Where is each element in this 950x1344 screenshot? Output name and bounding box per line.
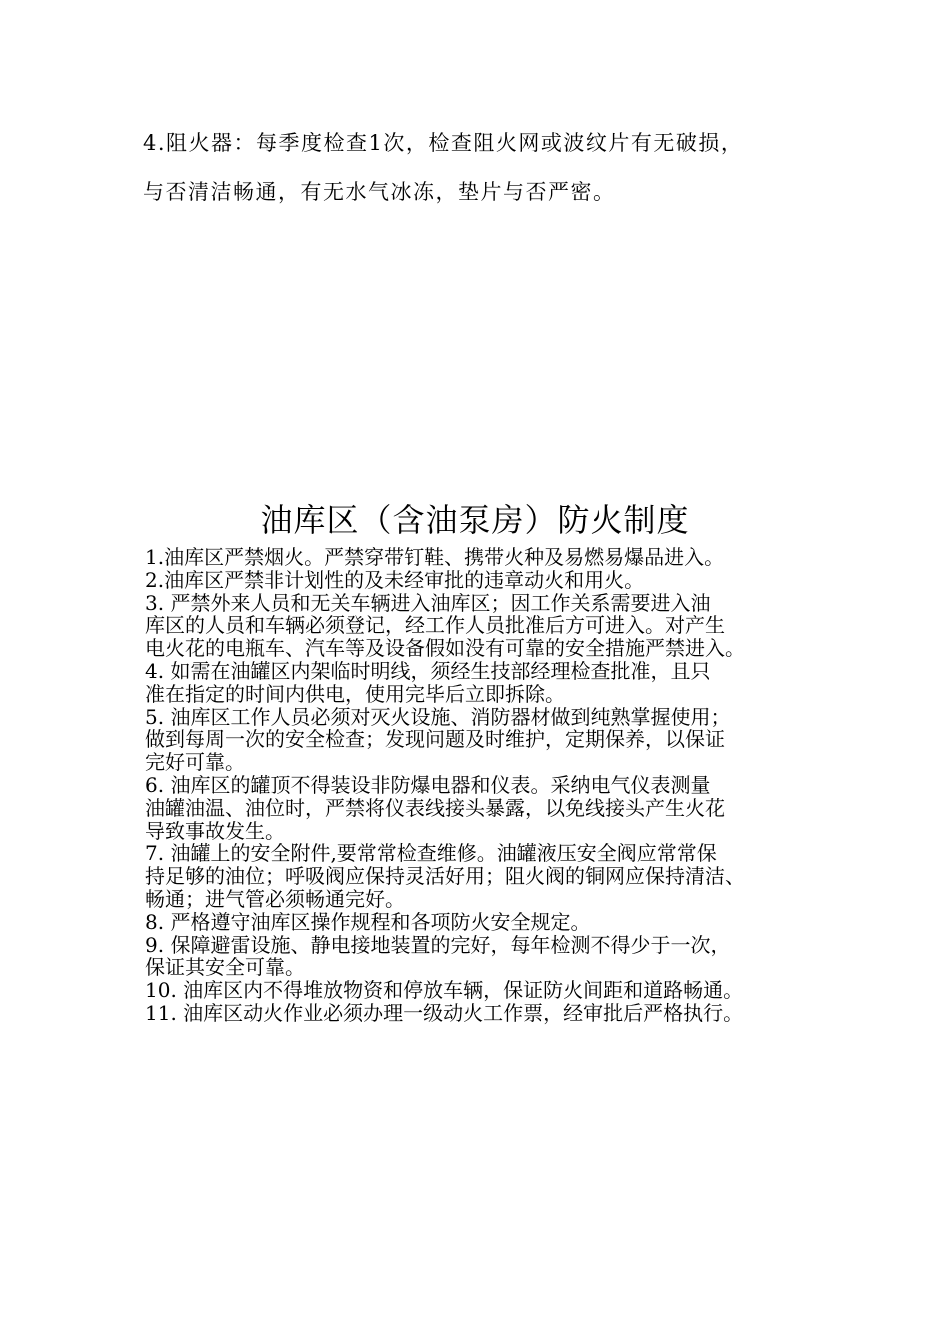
rule-line: 1.油库区严禁烟火。严禁穿带钉鞋、携带火种及易燃易爆品进入。 (145, 545, 725, 569)
rule-line: 持足够的油位；呼吸阀应保持灵活好用；阻火阀的铜网应保持清洁、 (145, 864, 745, 889)
rule-line: 4. 如需在油罐区内架临时明线，须经生技部经理检查批准，且只 (145, 658, 711, 683)
rule-line: 5. 油库区工作人员必须对灭火设施、消防器材做到纯熟掌握使用； (145, 704, 731, 729)
rule-line: 10. 油库区内不得堆放物资和停放车辆，保证防火间距和道路畅通。 (145, 978, 744, 1003)
rule-line: 11. 油库区动火作业必须办理一级动火工作票，经审批后严格执行。 (145, 1000, 744, 1025)
rule-line: 畅通；进气管必须畅通完好。 (145, 886, 405, 911)
rule-line: 9. 保障避雷设施、静电接地装置的完好，每年检测不得少于一次， (145, 932, 731, 957)
flame-arrester-section (143, 130, 843, 228)
rule-line: 库区的人员和车辆必须登记，经工作人员批准后方可进入。对产生 (145, 613, 725, 638)
rule-line: 做到每周一次的安全检查；发现问题及时维护，定期保养，以保证 (145, 727, 725, 752)
rule-line: 导致事故发生。 (145, 818, 285, 843)
rule-line: 准在指定的时间内供电，使用完毕后立即拆除。 (145, 681, 565, 706)
flame-arrester-line-1: 4.阻火器：每季度检查1次，检查阻火网或波纹片有无破损， (143, 131, 744, 155)
rule-line: 完好可靠。 (145, 750, 245, 775)
rule-line: 电火花的电瓶车、汽车等及设备假如没有可靠的安全措施严禁进入。 (145, 636, 745, 661)
rule-line: 油罐油温、油位时，严禁将仪表线接头暴露，以免线接头产生火花 (145, 795, 725, 820)
flame-arrester-line-2: 与否清洁畅通，有无水气冰冻，垫片与否严密。 (143, 180, 616, 204)
rule-line: 2.油库区严禁非计划性的及未经审批的违章动火和用火。 (145, 567, 645, 592)
rule-line: 保证其安全可靠。 (145, 955, 305, 980)
fire-prevention-rules (145, 546, 845, 1025)
rule-line: 7. 油罐上的安全附件,要常常检查维修。油罐液压安全阀应常常保 (145, 841, 717, 866)
rule-line: 8. 严格遵守油库区操作规程和各项防火安全规定。 (145, 909, 591, 934)
rule-line: 3. 严禁外来人员和无关车辆进入油库区；因工作关系需要进入油 (145, 590, 711, 615)
rule-line: 6. 油库区的罐顶不得装设非防爆电器和仪表。采纳电气仪表测量 (145, 772, 711, 797)
document-title: 油库区（含油泵房）防火制度 (260, 501, 690, 539)
